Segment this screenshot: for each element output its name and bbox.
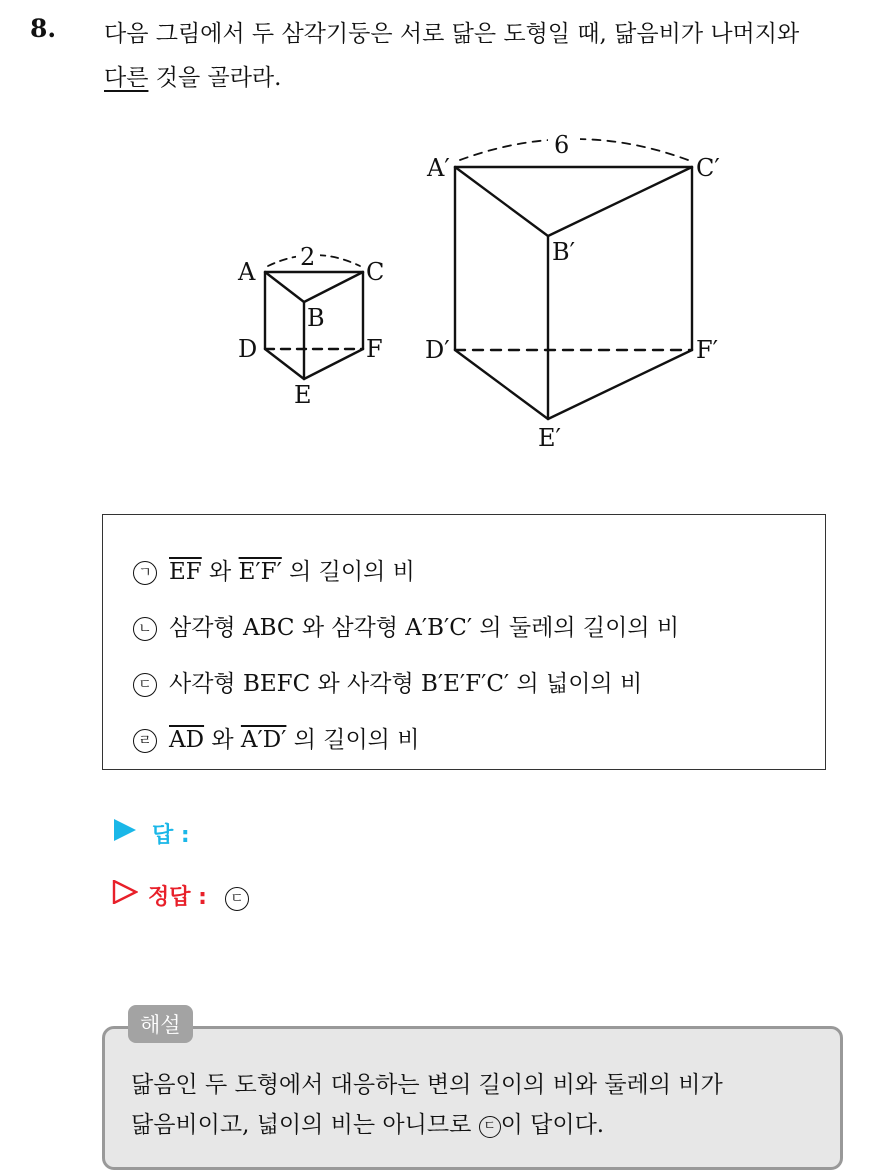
choice-4: ㄹ $\overline{AD}$ 와 A′D′ 의 길이의 비 — [133, 721, 419, 754]
small-edge-BC — [304, 272, 363, 302]
answer-label: 답 : — [152, 823, 190, 848]
label-D-prime: D′ — [425, 336, 450, 364]
explanation-tag: 해설 — [128, 1005, 193, 1043]
label-large-edge: 6 — [554, 131, 570, 159]
question-number: 8. — [30, 14, 57, 43]
label-A-prime: A′ — [427, 154, 450, 182]
large-edge-EF — [548, 350, 692, 419]
question-line2: 것을 골라라. — [148, 65, 282, 91]
label-F: F — [366, 335, 383, 363]
label-A: A — [238, 258, 256, 286]
segment: A′D′ — [240, 727, 287, 753]
label-B: B — [307, 304, 325, 332]
segment: $\overline{EF}$ — [169, 559, 202, 585]
segment: $\overline{AD}$ — [169, 727, 205, 753]
choice-1: ㄱ $\overline{EF}$ 와 E′F′ 의 길이의 비 — [133, 553, 415, 586]
label-B-prime: B′ — [552, 238, 576, 266]
explanation-box — [102, 1026, 843, 1170]
label-E: E — [294, 381, 312, 409]
prism-figure — [0, 120, 884, 460]
explanation-mark: ㄷ — [479, 1116, 501, 1138]
choice-3: ㄷ 사각형 BEFC 와 사각형 B′E′F′C′ 의 넓이의 비 — [133, 665, 642, 698]
correct-answer-label: 정답 : — [148, 885, 207, 910]
label-D: D — [238, 335, 258, 363]
explanation-text: 닮음인 두 도형에서 대응하는 변의 길이의 비와 둘레의 비가 닮음비이고, 넓이의 비는 아니므로 ㄷ 이 답이다. — [131, 1072, 723, 1138]
underlined-word: 다른 — [104, 65, 149, 91]
label-C-prime: C′ — [696, 154, 720, 182]
outline-triangle-icon — [112, 880, 148, 910]
small-edge-EF — [304, 349, 363, 379]
large-edge-AB — [455, 167, 548, 236]
label-F-prime: F′ — [696, 336, 719, 364]
label-C: C — [366, 258, 385, 286]
small-edge-DE — [265, 349, 304, 379]
answer-row — [112, 818, 190, 849]
label-small-edge: 2 — [300, 243, 316, 271]
correct-answer-value: ㄷ — [225, 887, 249, 911]
choice-mark: ㄷ — [133, 673, 157, 697]
question-text — [104, 12, 874, 100]
choice-mark: ㄴ — [133, 617, 157, 641]
choice-mark: ㄱ — [133, 561, 157, 585]
label-E-prime: E′ — [538, 424, 561, 452]
small-edge-AB — [265, 272, 304, 302]
question-line1: 다음 그림에서 두 삼각기둥은 서로 닮은 도형일 때, 닮음비가 나머지와 — [104, 21, 800, 47]
choice-box — [102, 514, 826, 770]
segment: E′F′ — [238, 559, 282, 585]
choice-mark: ㄹ — [133, 729, 157, 753]
choice-2: ㄴ 삼각형 ABC 와 삼각형 A′B′C′ 의 둘레의 길이의 비 — [133, 609, 679, 642]
correct-answer-row — [112, 880, 249, 911]
filled-triangle-icon — [112, 818, 152, 848]
large-edge-DE — [455, 350, 548, 419]
large-edge-BC — [548, 167, 692, 236]
